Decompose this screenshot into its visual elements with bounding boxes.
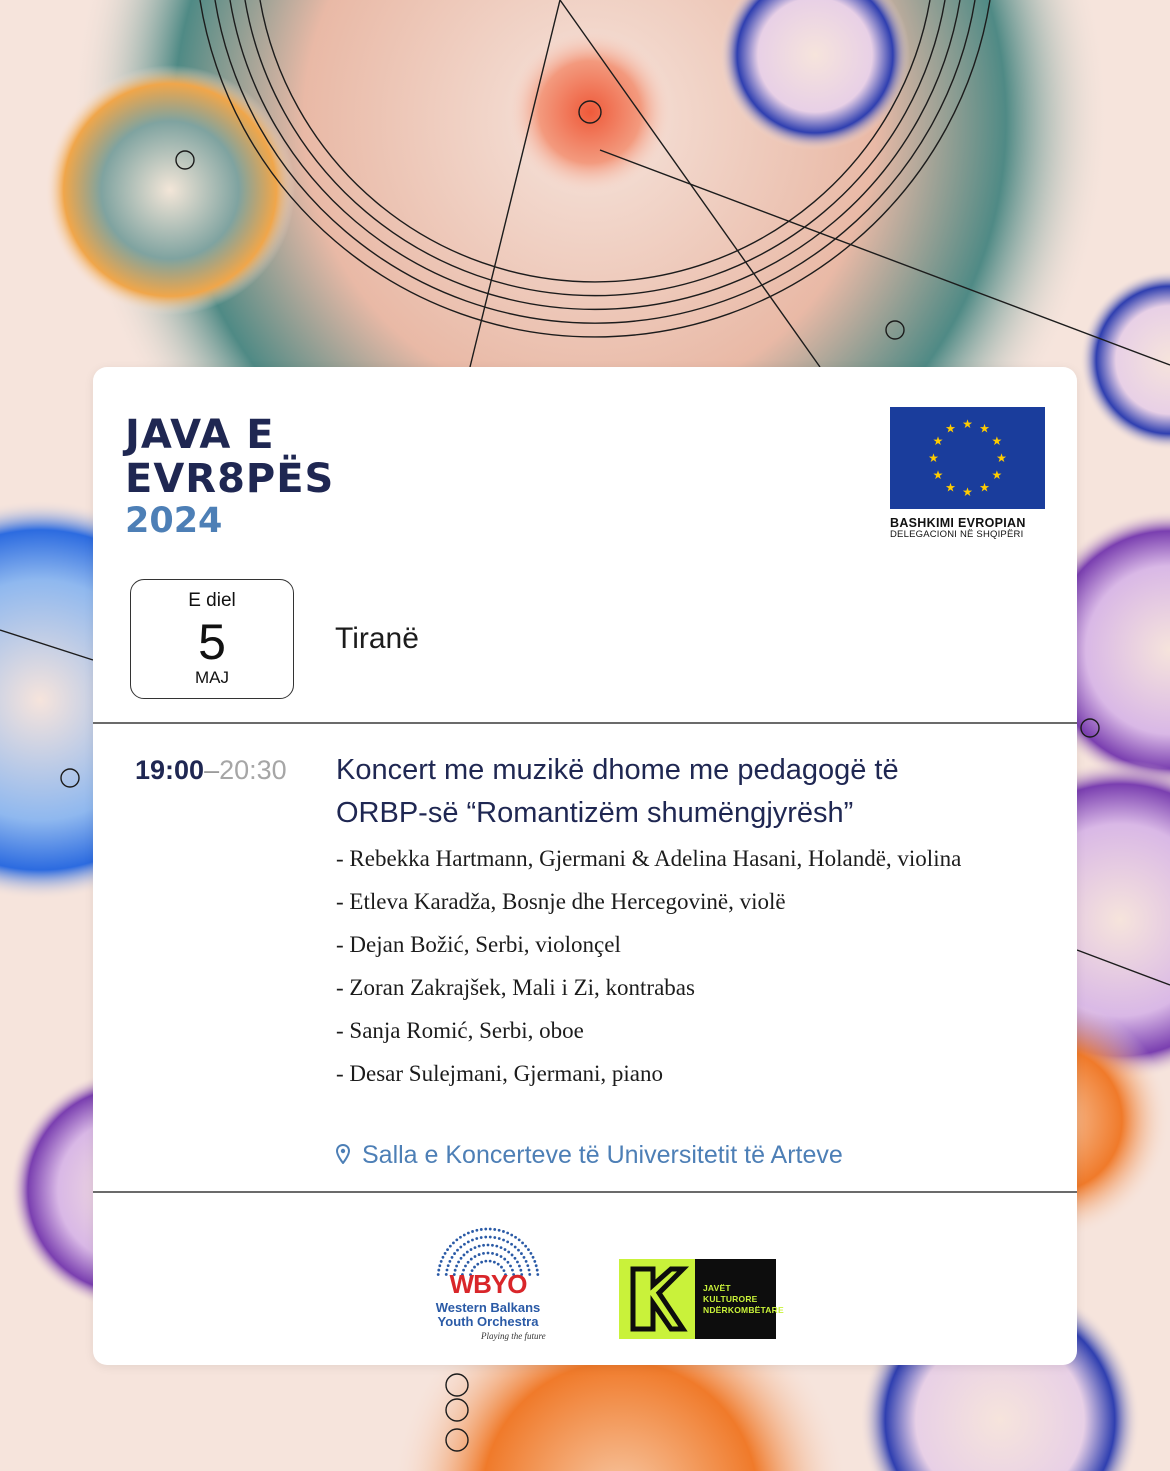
wbyo-dot <box>451 1256 454 1259</box>
wbyo-dot <box>467 1232 470 1235</box>
javet-text <box>703 1283 784 1316</box>
wbyo-dot <box>474 1246 477 1249</box>
wbyo-dot <box>447 1264 450 1267</box>
eu-star-icon: ★ <box>945 480 956 495</box>
wbyo-dot <box>463 1254 466 1257</box>
eu-star-icon: ★ <box>991 468 1003 482</box>
wbyo-dot <box>463 1243 466 1246</box>
wbyo-dot <box>527 1248 530 1251</box>
eu-star-icon: ★ <box>932 434 944 448</box>
performer-item: - Sanja Romić, Serbi, oboe <box>336 1018 584 1043</box>
wbyo-dot <box>464 1265 467 1268</box>
eu-star-icon: ★ <box>979 421 990 436</box>
brand-line1: JAVA E <box>125 412 275 458</box>
divider-bottom <box>93 1191 1077 1193</box>
wbyo-arc-icon <box>423 1217 553 1277</box>
performer-list <box>336 845 1046 1103</box>
wbyo-tagline: Playing the future <box>481 1331 546 1341</box>
wbyo-dot <box>484 1228 487 1231</box>
wbyo-dot <box>489 1236 492 1239</box>
wbyo-dot <box>500 1246 503 1249</box>
wbyo-dot <box>478 1245 481 1248</box>
wbyo-dot <box>471 1230 474 1233</box>
time-separator: – <box>204 755 220 785</box>
eu-star-icon: ★ <box>932 468 944 482</box>
eu-star-icon: ★ <box>979 480 990 495</box>
wbyo-dot <box>460 1257 463 1260</box>
brand-year: 2024 <box>125 501 223 541</box>
wbyo-dot <box>476 1263 479 1266</box>
date-badge <box>130 579 294 699</box>
wbyo-dot <box>444 1252 447 1255</box>
wbyo-dot <box>526 1264 529 1267</box>
wbyo-dot <box>511 1254 514 1257</box>
wbyo-dot <box>467 1261 470 1264</box>
event-time <box>135 755 287 786</box>
wbyo-dot <box>480 1261 483 1264</box>
performer-item: - Etleva Karadža, Bosnje dhe Hercegovinë, violë <box>336 889 786 914</box>
eu-star-icon: ★ <box>945 421 956 436</box>
wbyo-dot <box>491 1244 494 1247</box>
event-title-line1: Koncert me muzikë dhome me pedagogë të <box>336 754 899 786</box>
k-letter-icon <box>619 1259 695 1339</box>
eu-star-icon: ★ <box>996 451 1007 465</box>
wbyo-dot <box>530 1252 533 1255</box>
wbyo-dot <box>495 1245 498 1248</box>
wbyo-dot <box>533 1260 536 1263</box>
wbyo-dot <box>493 1228 496 1231</box>
wbyo-dot <box>493 1261 496 1264</box>
divider-top <box>93 722 1077 724</box>
wbyo-dot <box>493 1236 496 1239</box>
wbyo-dot <box>489 1260 492 1263</box>
wbyo-dot <box>514 1246 517 1249</box>
wbyo-dot <box>446 1248 449 1251</box>
wbyo-dot <box>438 1264 441 1267</box>
wbyo-dot <box>518 1239 521 1242</box>
wbyo-dot <box>502 1230 505 1233</box>
wbyo-dot <box>489 1228 492 1231</box>
wbyo-title: WBYO <box>449 1269 527 1299</box>
wbyo-dot <box>502 1239 505 1242</box>
wbyo-dot <box>470 1248 473 1251</box>
wbyo-dot <box>518 1265 521 1268</box>
performer-item: - Desar Sulejmani, Gjermani, piano <box>336 1061 664 1086</box>
performer-item: - Dejan Božić, Serbi, violonçel <box>336 932 621 957</box>
eu-star-icon: ★ <box>962 417 973 431</box>
wbyo-dot <box>478 1253 481 1256</box>
wbyo-dot <box>484 1236 487 1239</box>
wbyo-dot <box>455 1239 458 1242</box>
wbyo-dot <box>532 1256 535 1259</box>
performer-item: - Rebekka Hartmann, Gjermani & Adelina Hasani, Holandë, violina <box>336 846 962 871</box>
java-e-evropes-logo <box>125 412 335 541</box>
javet-line2: KULTURORE <box>703 1294 758 1304</box>
date-weekday: E diel <box>188 590 236 611</box>
wbyo-dot <box>520 1252 523 1255</box>
wbyo-dot <box>525 1260 528 1263</box>
wbyo-dot <box>510 1234 513 1237</box>
wbyo-dot <box>504 1248 507 1251</box>
wbyo-dot <box>471 1239 474 1242</box>
wbyo-dot <box>487 1244 490 1247</box>
wbyo-dot <box>506 1232 509 1235</box>
wbyo-dot <box>484 1260 487 1263</box>
javet-line3: NDËRKOMBËTARE <box>703 1305 784 1315</box>
wbyo-name <box>423 1301 553 1329</box>
event-title <box>336 749 1056 835</box>
wbyo-dot <box>523 1256 526 1259</box>
wbyo-dot <box>442 1256 445 1259</box>
wbyo-dot <box>459 1246 462 1249</box>
wbyo-dot <box>440 1260 443 1263</box>
wbyo-dot <box>498 1229 501 1232</box>
wbyo-dot <box>500 1255 503 1258</box>
wbyo-dot <box>448 1260 451 1263</box>
wbyo-dot <box>482 1252 485 1255</box>
wbyo-dot <box>514 1236 517 1239</box>
wbyo-dot <box>467 1240 470 1243</box>
wbyo-dot <box>514 1257 517 1260</box>
wbyo-dot <box>475 1229 478 1232</box>
venue <box>336 1141 843 1171</box>
wbyo-dot <box>453 1252 456 1255</box>
wbyo-dot <box>506 1240 509 1243</box>
wbyo-name-line1: Western Balkans <box>435 1300 541 1315</box>
eu-star-icon: ★ <box>928 451 939 465</box>
eu-subtitle: DELEGACIONI NË SHQIPËRI <box>890 529 1024 540</box>
javet-line1: JAVËT <box>703 1283 731 1293</box>
wbyo-dot <box>480 1236 483 1239</box>
wbyo-name-line2: Youth Orchestra <box>437 1314 539 1329</box>
performer-item: - Zoran Zakrajšek, Mali i Zi, kontrabas <box>336 975 695 1000</box>
date-month: MAJ <box>195 668 229 687</box>
brand-line2: EVR8PËS <box>125 456 335 502</box>
wbyo-dot <box>507 1251 510 1254</box>
eu-name: BASHKIMI EVROPIAN <box>890 516 1026 530</box>
city-name: Tiranë <box>335 622 419 655</box>
date-day: 5 <box>198 614 226 670</box>
wbyo-dot <box>474 1255 477 1258</box>
wbyo-dot <box>535 1264 538 1267</box>
eu-star-icon: ★ <box>962 485 973 499</box>
wbyo-dot <box>455 1265 458 1268</box>
wbyo-dot <box>482 1244 485 1247</box>
wbyo-dot <box>524 1245 527 1248</box>
venue-name: Salla e Koncerteve të Universitetit të Arteve <box>362 1141 843 1169</box>
event-title-line2: ORBP-së “Romantizëm shumëngjyrësh” <box>336 797 854 829</box>
wbyo-dot <box>487 1252 490 1255</box>
wbyo-dot <box>491 1252 494 1255</box>
wbyo-dot <box>498 1237 501 1240</box>
wbyo-dot <box>456 1249 459 1252</box>
wbyo-dot <box>466 1251 469 1254</box>
wbyo-dot <box>507 1261 510 1264</box>
wbyo-dot <box>480 1228 483 1231</box>
wbyo-dot <box>449 1245 452 1248</box>
eu-logo <box>890 407 1045 540</box>
wbyo-dot <box>470 1258 473 1261</box>
time-end: 20:30 <box>219 755 287 785</box>
wbyo-dot <box>497 1263 500 1266</box>
wbyo-dot <box>452 1241 455 1244</box>
wbyo-dot <box>509 1265 512 1268</box>
eu-flag-icon <box>890 407 1045 509</box>
wbyo-dot <box>510 1243 513 1246</box>
javet-kulturore-logo <box>619 1259 784 1339</box>
eu-star-icon: ★ <box>991 434 1003 448</box>
wbyo-dot <box>516 1261 519 1264</box>
location-pin-icon <box>336 1142 356 1171</box>
wbyo-dot <box>517 1249 520 1252</box>
wbyo-dot <box>457 1261 460 1264</box>
wbyo-dot <box>503 1258 506 1261</box>
wbyo-dot <box>475 1237 478 1240</box>
wbyo-dot <box>521 1241 524 1244</box>
wbyo-dot <box>495 1253 498 1256</box>
wbyo-logo <box>423 1217 573 1347</box>
event-card <box>93 367 1077 1365</box>
wbyo-dot <box>459 1236 462 1239</box>
wbyo-dot <box>463 1234 466 1237</box>
time-start: 19:00 <box>135 755 205 785</box>
